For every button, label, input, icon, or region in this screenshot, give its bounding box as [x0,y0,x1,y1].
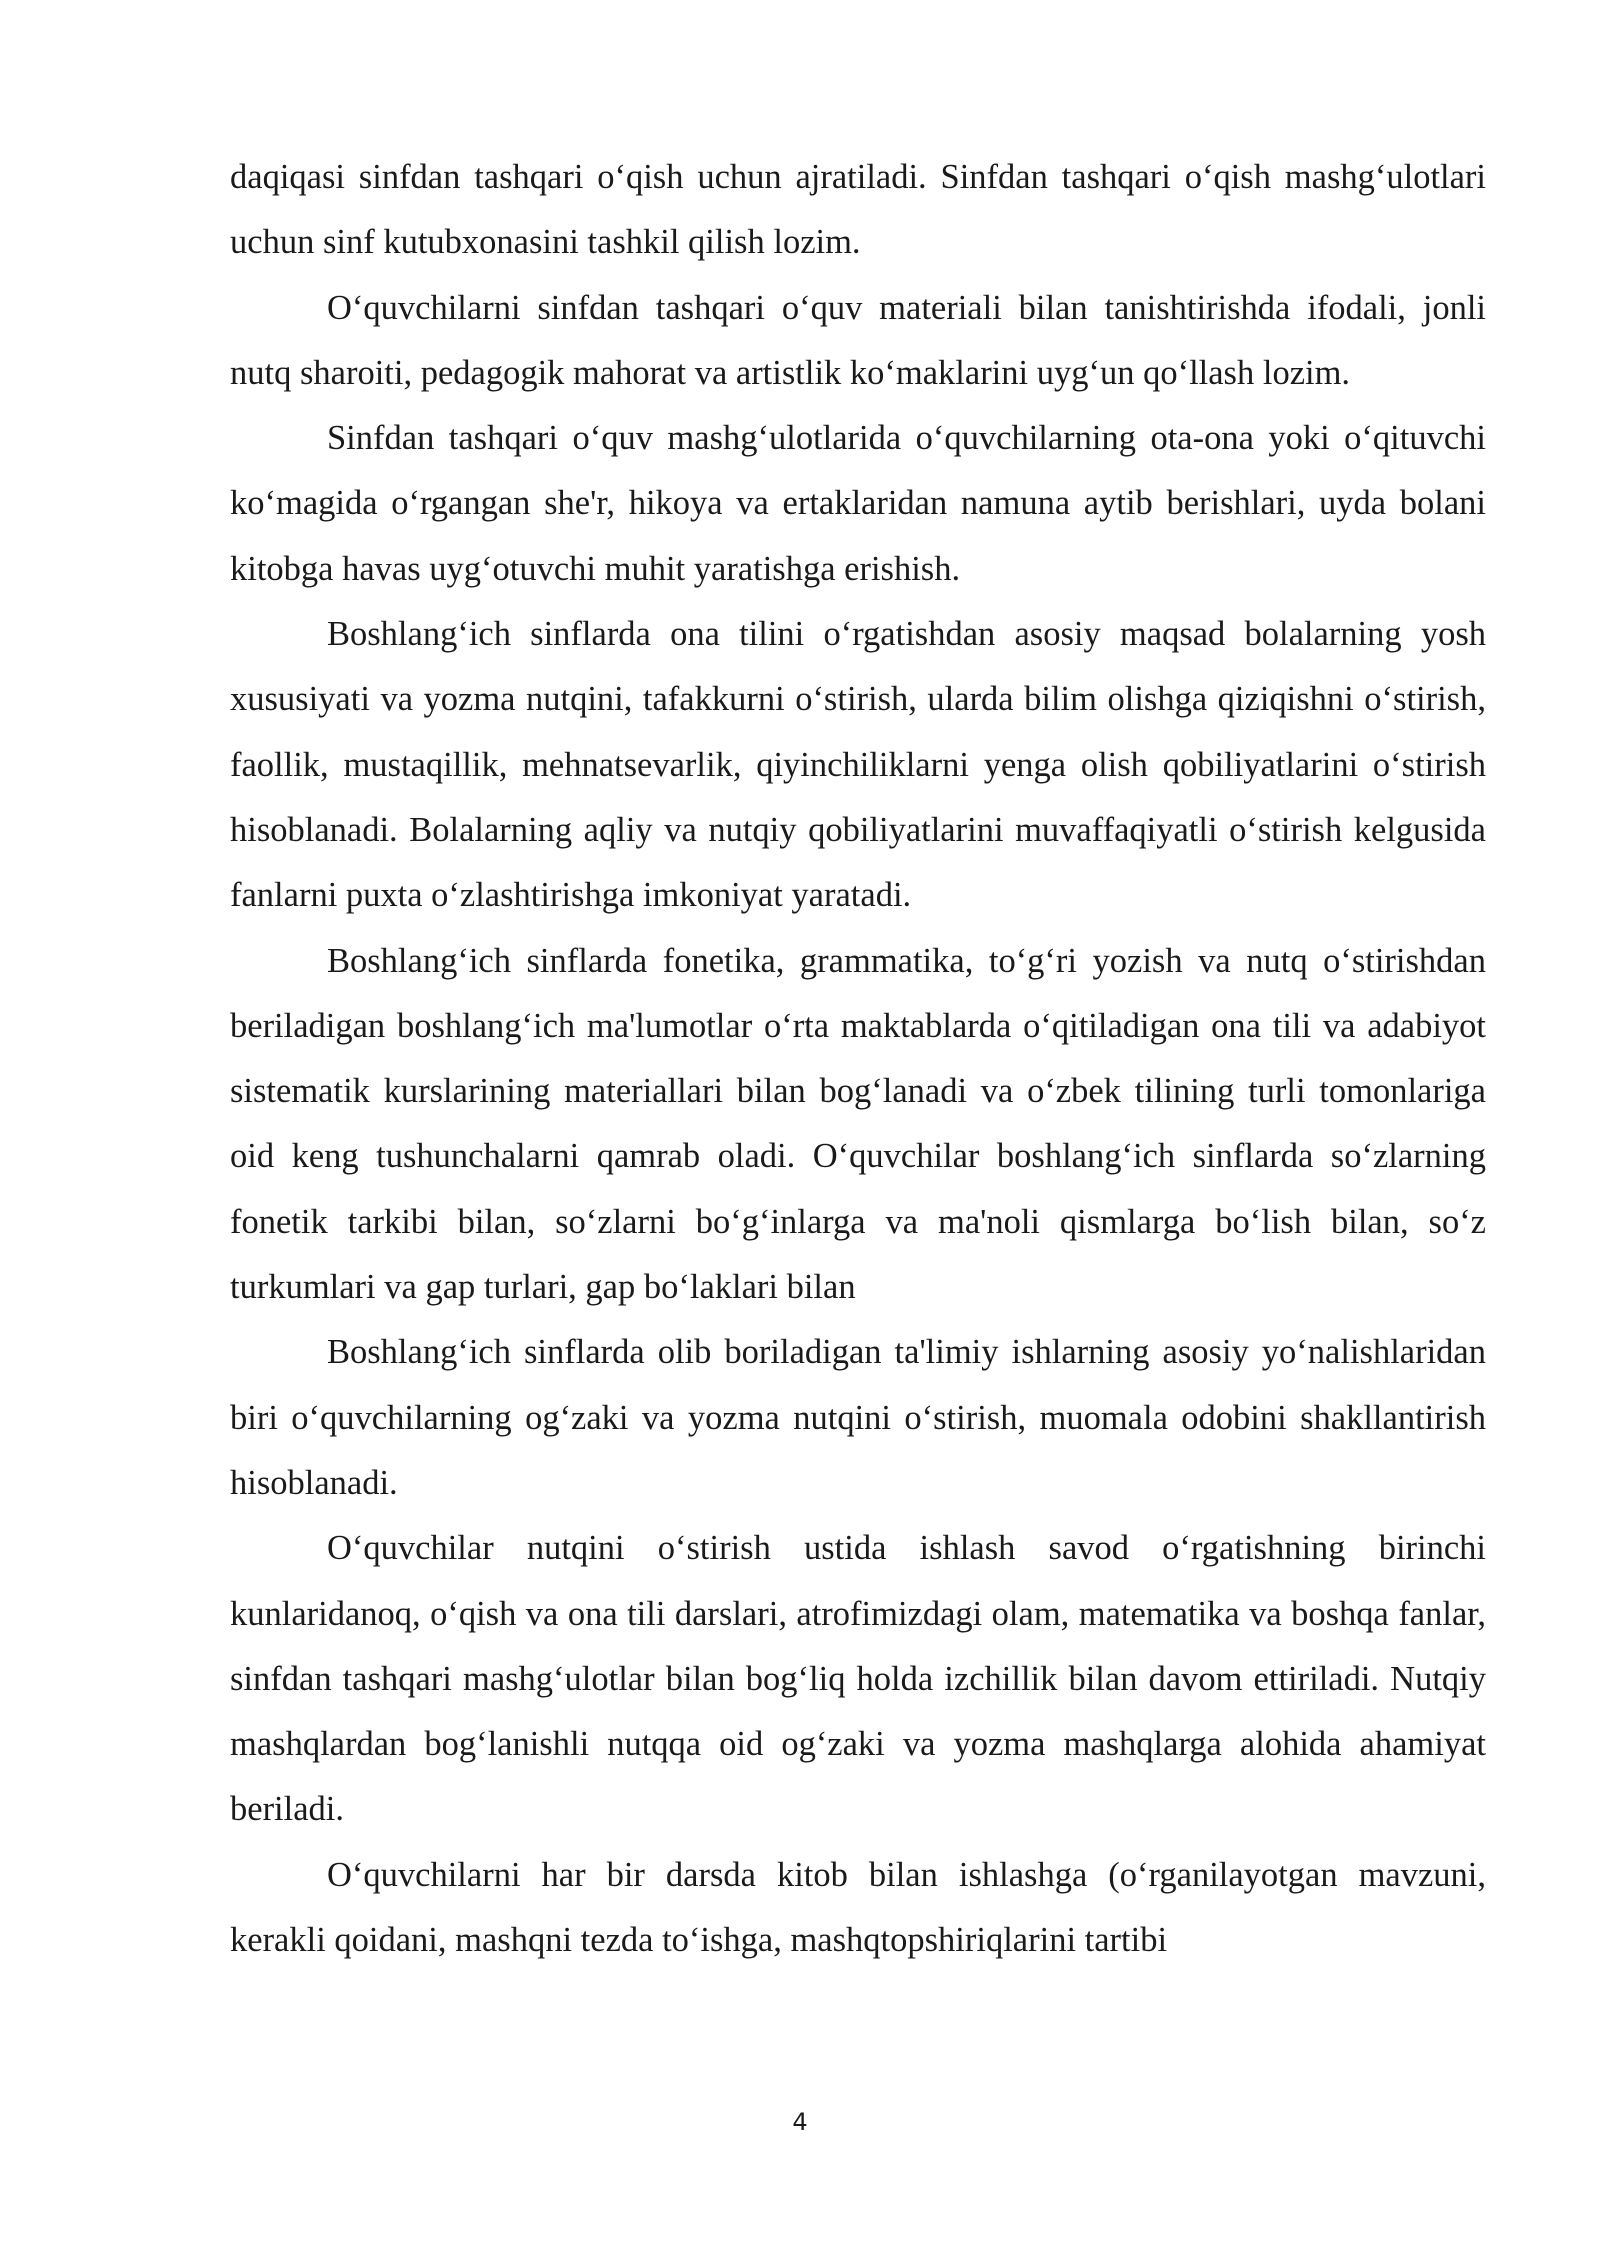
paragraph: daqiqasi sinfdan tashqari o‘qish uchun ajratiladi. Sinfdan tashqari o‘qish mashg‘ulotlari uchun sinf kutubxonasini tashkil qilish lozim. [230,158,1486,262]
paragraph: O‘quvchilarni sinfdan tashqari o‘quv materiali bilan tanishtirishda ifodali, jonli nutq sharoiti, pedagogik mahorat va artistlik ko‘maklarini uyg‘un qo‘llash lozim. [230,288,1486,392]
paragraph: O‘quvchilarni har bir darsda kitob bilan ishlashga (o‘rganilayotgan mavzuni, kerakli qoidani, mashqni tezda to‘ishga, mashqtopshiriqlarini tartibi [230,1855,1486,1960]
paragraph: O‘quvchilar nutqini o‘stirish ustida ishlash savod o‘rgatishning birinchi kunlaridanoq, o‘qish va ona tili darslari, atrofimizdagi olam, matematika va boshqa fanlar, sinfdan tashqari mashg‘ulotlar bilan bog‘liq holda izchillik bilan davom ettiriladi. Nutqiy mashqlardan bog‘lanishli nutqqa oid og‘zaki va yozma mashqlarga alohida ahamiyat beriladi. [230,1529,1486,1829]
paragraph: Sinfdan tashqari o‘quv mashg‘ulotlarida o‘quvchilarning ota-ona yoki o‘qituvchi ko‘magida o‘rgangan she'r, hikoya va ertaklaridan namuna aytib berishlari, uyda bolani kitobga havas uyg‘otuvchi muhit yaratishga erishish. [230,419,1486,588]
document-body [230,145,1486,1973]
paragraph: Boshlang‘ich sinflarda olib boriladigan ta'limiy ishlarning asosiy yo‘nalishlaridan biri o‘quvchilarning og‘zaki va yozma nutqini o‘stirish, muomala odobini shakllantirish hisoblanadi. [230,1333,1486,1502]
page-number: 4 [792,2108,808,2136]
paragraph: Boshlang‘ich sinflarda fonetika, grammatika, to‘g‘ri yozish va nutq o‘stirishdan beriladigan boshlang‘ich ma'lumotlar o‘rta maktablarda o‘qitiladigan ona tili va adabiyot sistematik kurslarining materiallari bilan bog‘lanadi va o‘zbek tilining turli tomonlariga oid keng tushunchalarni qamrab oladi. O‘quvchilar boshlang‘ich sinflarda so‘zlarning fonetik tarkibi bilan, so‘zlarni bo‘g‘inlarga va ma'noli qismlarga bo‘lish bilan, so‘z turkumlari va gap turlari, gap bo‘laklari bilan [230,941,1486,1307]
paragraph: Boshlang‘ich sinflarda ona tilini o‘rgatishdan asosiy maqsad bolalarning yosh xususiyati va yozma nutqini, tafakkurni o‘stirish, ularda bilim olishga qiziqishni o‘stirish, faollik, mustaqillik, mehnatsevarlik, qiyinchiliklarni yenga olish qobiliyatlarini o‘stirish hisoblanadi. Bolalarning aqliy va nutqiy qobiliyatlarini muvaffaqiyatli o‘stirish kelgusida fanlarni puxta o‘zlashtirishga imkoniyat yaratadi. [230,615,1486,915]
